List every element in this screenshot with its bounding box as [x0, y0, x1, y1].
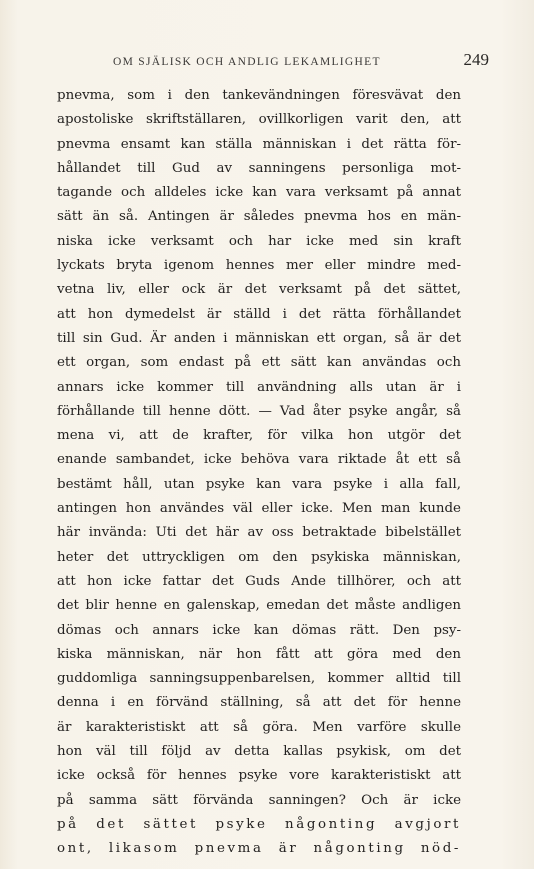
- text-line: niska icke verksamt och har icke med sin kraft: [57, 233, 461, 249]
- text-line: annars icke kommer till användning alls utan är i: [57, 379, 461, 395]
- body-text: [57, 84, 461, 862]
- text-line-emphasized: på det sättet psyke någonting avgjort: [57, 816, 461, 832]
- text-line: denna i en förvänd ställning, så att det för henne: [57, 695, 461, 711]
- text-line: kiska människan, när hon fått att göra med den: [57, 646, 461, 662]
- text-line: icke också för hennes psyke vore karakteristiskt att: [57, 768, 461, 784]
- text-line: guddomliga sanningsuppenbarelsen, kommer alltid till: [57, 671, 461, 687]
- text-line: hållandet till Gud av sanningens personliga mot-: [57, 160, 461, 176]
- text-line: att hon dymedelst är ställd i det rätta förhållandet: [57, 306, 461, 322]
- text-line: heter det uttryckligen om den psykiska människan,: [57, 549, 461, 565]
- text-line: det blir henne en galenskap, emedan det måste andligen: [57, 598, 461, 614]
- text-line: mena vi, att de krafter, för vilka hon utgör det: [57, 428, 461, 444]
- page-header: [113, 46, 493, 76]
- text-line: förhållande till henne dött. — Vad åter psyke angår, så: [57, 403, 461, 419]
- text-line: hon väl till följd av detta kallas psykisk, om det: [57, 744, 461, 760]
- text-line: bestämt håll, utan psyke kan vara psyke i alla fall,: [57, 476, 461, 492]
- text-line: lyckats bryta igenom hennes mer eller mindre med-: [57, 258, 461, 274]
- text-line: är karakteristiskt att så göra. Men varföre skulle: [57, 719, 461, 735]
- running-head: OM SJÄLISK OCH ANDLIG LEKAMLIGHET: [113, 56, 381, 68]
- text-line: vetna liv, eller ock är det verksamt på det sättet,: [57, 282, 461, 298]
- text-line: apostoliske skriftställaren, ovillkorligen varit den, att: [57, 112, 461, 128]
- text-line-emphasized: ont, likasom pnevma är någonting nöd-: [57, 841, 461, 857]
- text-line: tagande och alldeles icke kan vara verksamt på annat: [57, 185, 461, 201]
- text-line: antingen hon användes väl eller icke. Men man kunde: [57, 501, 461, 517]
- text-line: att hon icke fattar det Guds Ande tillhörer, och att: [57, 573, 461, 589]
- text-line: pnevma ensamt kan ställa människan i det rätta för-: [57, 136, 461, 152]
- page-number: 249: [463, 50, 489, 69]
- text-line: här invända: Uti det här av oss betraktade bibelstället: [57, 525, 461, 541]
- text-line: sätt än så. Antingen är således pnevma hos en män-: [57, 209, 461, 225]
- text-line: dömas och annars icke kan dömas rätt. Den psy-: [57, 622, 461, 638]
- text-line: pnevma, som i den tankevändningen föresvävat den: [57, 88, 461, 103]
- text-line: ett organ, som endast på ett sätt kan användas och: [57, 355, 461, 371]
- text-line: enande sambandet, icke behöva vara riktade åt ett så: [57, 452, 461, 468]
- text-line: till sin Gud. Är anden i människan ett organ, så är det: [57, 330, 461, 346]
- text-line: på samma sätt förvända sanningen? Och är icke: [57, 792, 461, 808]
